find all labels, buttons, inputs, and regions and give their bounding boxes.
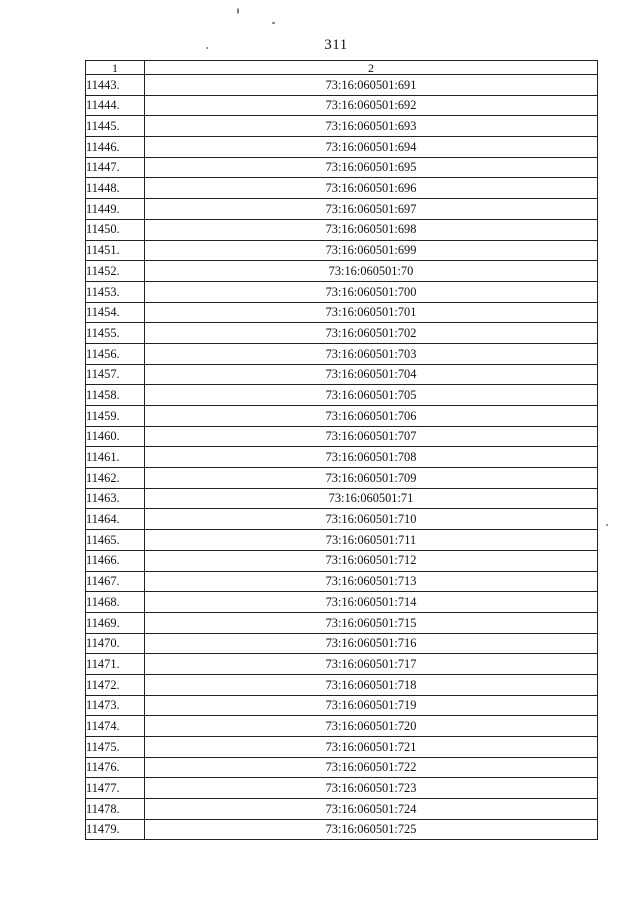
cadastral-number: 73:16:060501:691 — [145, 75, 598, 96]
row-number: 11475. — [86, 737, 145, 758]
table-row — [86, 468, 598, 489]
cadastral-number: 73:16:060501:697 — [145, 199, 598, 220]
table-row — [86, 799, 598, 820]
cadastral-number: 73:16:060501:714 — [145, 592, 598, 613]
cadastral-number: 73:16:060501:724 — [145, 799, 598, 820]
cadastral-number: 73:16:060501:701 — [145, 302, 598, 323]
row-number: 11443. — [86, 75, 145, 96]
cadastral-number: 73:16:060501:719 — [145, 695, 598, 716]
row-number: 11477. — [86, 778, 145, 799]
table-row — [86, 530, 598, 551]
row-number: 11463. — [86, 488, 145, 509]
row-number: 11476. — [86, 757, 145, 778]
table-row — [86, 550, 598, 571]
table-row — [86, 426, 598, 447]
cadastral-number: 73:16:060501:705 — [145, 385, 598, 406]
table-row — [86, 488, 598, 509]
table-row — [86, 654, 598, 675]
table-row — [86, 695, 598, 716]
cadastral-number: 73:16:060501:720 — [145, 716, 598, 737]
cadastral-number: 73:16:060501:695 — [145, 157, 598, 178]
cadastral-number: 73:16:060501:713 — [145, 571, 598, 592]
table-row — [86, 178, 598, 199]
row-number: 11457. — [86, 364, 145, 385]
row-number: 11450. — [86, 219, 145, 240]
row-number: 11449. — [86, 199, 145, 220]
table-row — [86, 674, 598, 695]
row-number: 11474. — [86, 716, 145, 737]
cadastral-number: 73:16:060501:706 — [145, 406, 598, 427]
table-row — [86, 240, 598, 261]
table-row — [86, 343, 598, 364]
row-number: 11451. — [86, 240, 145, 261]
row-number: 11473. — [86, 695, 145, 716]
cadastral-number: 73:16:060501:710 — [145, 509, 598, 530]
scan-speck — [272, 22, 275, 24]
cadastral-number: 73:16:060501:715 — [145, 612, 598, 633]
table-row — [86, 323, 598, 344]
cadastral-number: 73:16:060501:70 — [145, 261, 598, 282]
cadastral-number: 73:16:060501:698 — [145, 219, 598, 240]
cadastral-number: 73:16:060501:711 — [145, 530, 598, 551]
cadastral-number: 73:16:060501:696 — [145, 178, 598, 199]
cadastral-number: 73:16:060501:722 — [145, 757, 598, 778]
table-row — [86, 199, 598, 220]
row-number: 11445. — [86, 116, 145, 137]
table-row — [86, 385, 598, 406]
cadastral-number: 73:16:060501:708 — [145, 447, 598, 468]
cadastral-number: 73:16:060501:709 — [145, 468, 598, 489]
cadastral-number: 73:16:060501:716 — [145, 633, 598, 654]
table-row — [86, 157, 598, 178]
cadastral-number: 73:16:060501:702 — [145, 323, 598, 344]
table-row — [86, 95, 598, 116]
cadastral-table — [85, 60, 598, 840]
table-row — [86, 612, 598, 633]
table-row — [86, 219, 598, 240]
table-row — [86, 447, 598, 468]
row-number: 11452. — [86, 261, 145, 282]
table-row — [86, 592, 598, 613]
cadastral-number: 73:16:060501:694 — [145, 137, 598, 158]
table-row — [86, 364, 598, 385]
table-row — [86, 281, 598, 302]
row-number: 11467. — [86, 571, 145, 592]
row-number: 11478. — [86, 799, 145, 820]
row-number: 11472. — [86, 674, 145, 695]
cadastral-number: 73:16:060501:718 — [145, 674, 598, 695]
table-row — [86, 819, 598, 840]
row-number: 11464. — [86, 509, 145, 530]
column-header-cadastral: 2 — [145, 61, 598, 75]
table-row — [86, 571, 598, 592]
row-number: 11466. — [86, 550, 145, 571]
row-number: 11458. — [86, 385, 145, 406]
scan-speck — [606, 524, 608, 526]
row-number: 11455. — [86, 323, 145, 344]
row-number: 11465. — [86, 530, 145, 551]
row-number: 11453. — [86, 281, 145, 302]
row-number: 11471. — [86, 654, 145, 675]
table-row — [86, 137, 598, 158]
cadastral-number: 73:16:060501:693 — [145, 116, 598, 137]
column-header-number: 1 — [86, 61, 145, 75]
header-row — [86, 61, 598, 75]
row-number: 11456. — [86, 343, 145, 364]
cadastral-number: 73:16:060501:699 — [145, 240, 598, 261]
row-number: 11459. — [86, 406, 145, 427]
row-number: 11462. — [86, 468, 145, 489]
row-number: 11479. — [86, 819, 145, 840]
table-row — [86, 75, 598, 96]
page-number: 311 — [324, 37, 348, 53]
cadastral-number: 73:16:060501:721 — [145, 737, 598, 758]
cadastral-number: 73:16:060501:717 — [145, 654, 598, 675]
row-number: 11468. — [86, 592, 145, 613]
row-number: 11447. — [86, 157, 145, 178]
table-row — [86, 261, 598, 282]
row-number: 11470. — [86, 633, 145, 654]
cadastral-number: 73:16:060501:703 — [145, 343, 598, 364]
table-body — [86, 75, 598, 840]
table-row — [86, 406, 598, 427]
cadastral-number: 73:16:060501:692 — [145, 95, 598, 116]
scan-speck — [237, 8, 239, 14]
cadastral-number: 73:16:060501:725 — [145, 819, 598, 840]
row-number: 11469. — [86, 612, 145, 633]
row-number: 11460. — [86, 426, 145, 447]
row-number: 11444. — [86, 95, 145, 116]
table-row — [86, 302, 598, 323]
row-number: 11461. — [86, 447, 145, 468]
table-row — [86, 716, 598, 737]
table-row — [86, 633, 598, 654]
cadastral-number: 73:16:060501:700 — [145, 281, 598, 302]
table-row — [86, 757, 598, 778]
table-row — [86, 778, 598, 799]
table-row — [86, 116, 598, 137]
cadastral-number: 73:16:060501:704 — [145, 364, 598, 385]
row-number: 11454. — [86, 302, 145, 323]
table-row — [86, 509, 598, 530]
cadastral-number: 73:16:060501:707 — [145, 426, 598, 447]
cadastral-number: 73:16:060501:723 — [145, 778, 598, 799]
cadastral-number: 73:16:060501:71 — [145, 488, 598, 509]
cadastral-number: 73:16:060501:712 — [145, 550, 598, 571]
row-number: 11448. — [86, 178, 145, 199]
table-row — [86, 737, 598, 758]
row-number: 11446. — [86, 137, 145, 158]
